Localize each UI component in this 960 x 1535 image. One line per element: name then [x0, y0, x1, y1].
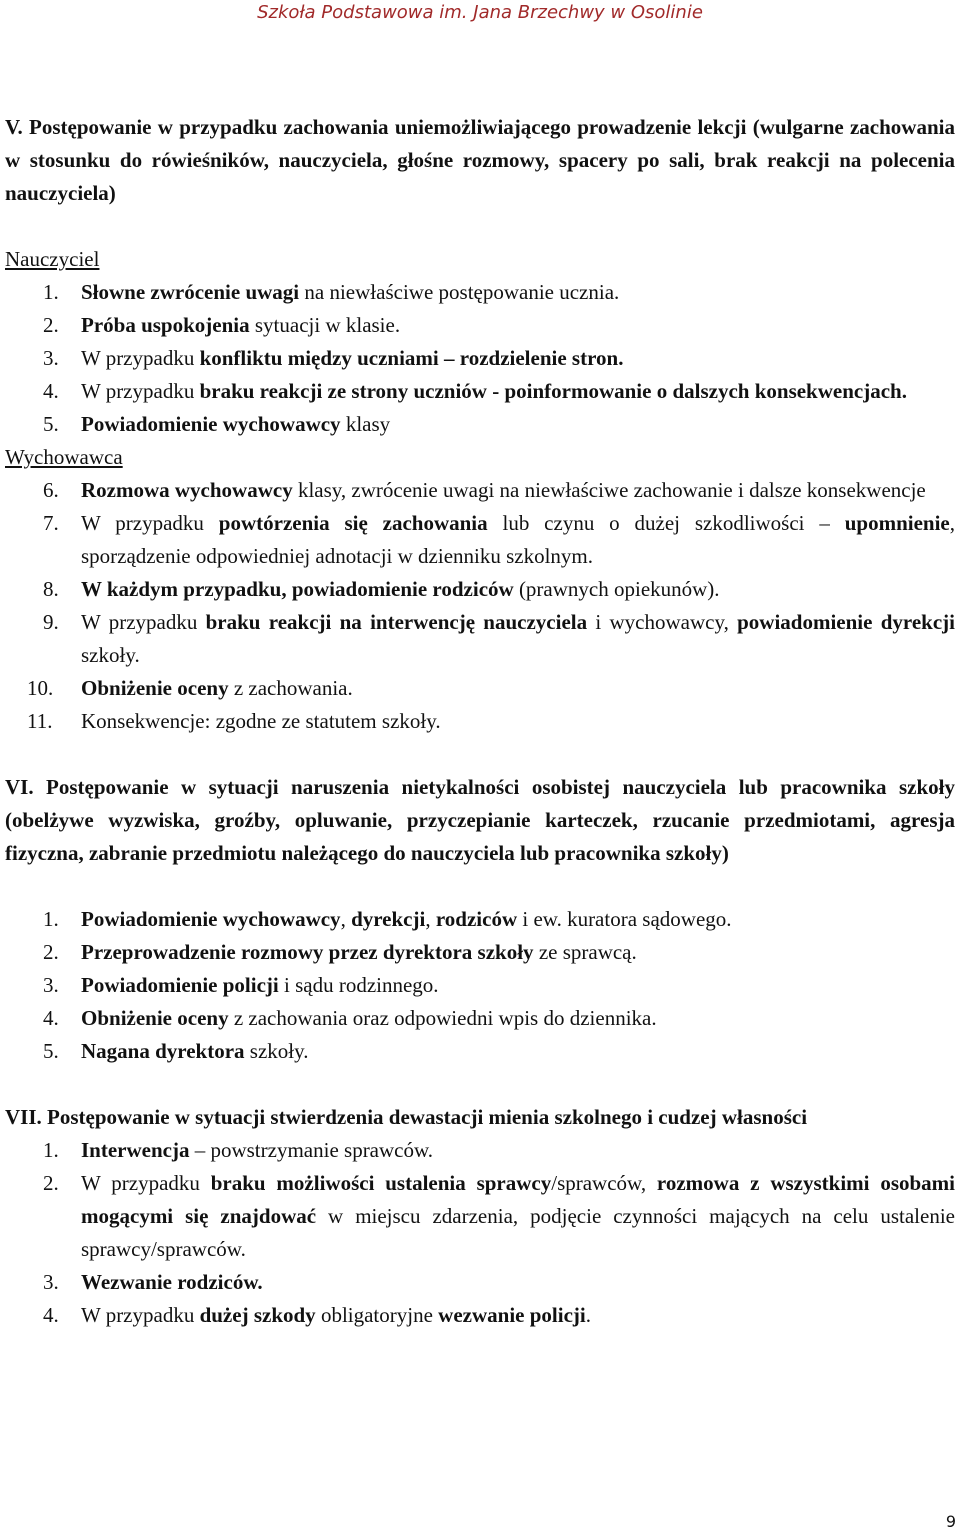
list-item: 9. W przypadku braku reakcji na interwencję nauczyciela i wychowawcy, powiadomienie dyrekcji szkoły. — [43, 610, 955, 667]
list-item: 2. W przypadku braku możliwości ustalenia sprawcy/sprawców, rozmowa z wszystkimi osobami mogącymi się znajdować w miejscu zdarzenia, podjęcie czynności mających na celu ustalenie sprawcy/sprawców. — [43, 1171, 955, 1261]
list-item: 4. W przypadku dużej szkody obligatoryjne wezwanie policji. — [43, 1303, 591, 1327]
section-vi-title: VI. Postępowanie w sytuacji naruszenia nietykalności osobistej nauczyciela lub pracownika szkoły (obelżywe wyzwiska, groźby, opluwanie, przyczepianie karteczek, rzucanie przedmiotami, agresja fizyczna, zabranie przedmiotu należącego do nauczyciela lub pracownika szkoły) — [5, 775, 955, 865]
school-name: Szkoła Podstawowa im. Jana Brzechwy w Osolinie — [257, 2, 703, 23]
list-item: 5. Nagana dyrektora szkoły. — [43, 1039, 309, 1063]
subheading-homeroom-teacher: Wychowawca — [5, 445, 123, 469]
list-item: 4. W przypadku braku reakcji ze strony uczniów - poinformowanie o dalszych konsekwencjach. — [43, 379, 907, 403]
list-item: 3. Powiadomienie policji i sądu rodzinnego. — [43, 973, 439, 997]
section-vii-title: VII. Postępowanie w sytuacji stwierdzenia dewastacji mienia szkolnego i cudzej własności — [5, 1105, 808, 1129]
list-item: 1. Słowne zwrócenie uwagi na niewłaściwe postępowanie ucznia. — [43, 280, 620, 304]
document-body — [5, 111, 955, 1332]
list-item: 1. Interwencja – powstrzymanie sprawców. — [43, 1138, 434, 1162]
section-vi-list — [5, 903, 955, 1068]
section-v-list-2 — [5, 474, 955, 738]
list-item: 3. W przypadku konfliktu między uczniami – rozdzielenie stron. — [43, 346, 624, 370]
subheading-teacher: Nauczyciel — [5, 247, 100, 271]
page-header — [0, 0, 960, 30]
page-number: 9 — [945, 1512, 956, 1531]
section-v-title: V. Postępowanie w przypadku zachowania uniemożliwiającego prowadzenie lekcji (wulgarne zachowania w stosunku do rówieśników, nauczyciela, głośne rozmowy, spacery po sali, brak reakcji na polecenia nauczyciela) — [5, 115, 955, 205]
list-item: 8. W każdym przypadku, powiadomienie rodziców (prawnych opiekunów). — [43, 577, 720, 601]
section-vii-list — [5, 1134, 955, 1332]
list-item: 10. Obniżenie oceny z zachowania. — [27, 676, 353, 700]
section-v-list — [5, 276, 955, 441]
list-item: 4. Obniżenie oceny z zachowania oraz odpowiedni wpis do dziennika. — [43, 1006, 657, 1030]
list-item: 11. Konsekwencje: zgodne ze statutem szkoły. — [27, 709, 441, 733]
list-item: 6. Rozmowa wychowawcy klasy, zwrócenie uwagi na niewłaściwe zachowanie i dalsze konsekwencje — [43, 478, 926, 502]
list-item: 5. Powiadomienie wychowawcy klasy — [43, 412, 391, 436]
list-item: 2. Przeprowadzenie rozmowy przez dyrektora szkoły ze sprawcą. — [43, 940, 637, 964]
list-item: 7. W przypadku powtórzenia się zachowania lub czynu o dużej szkodliwości – upomnienie, sporządzenie odpowiedniej adnotacji w dzienniku szkolnym. — [43, 511, 955, 568]
list-item: 2. Próba uspokojenia sytuacji w klasie. — [43, 313, 401, 337]
list-item: 1. Powiadomienie wychowawcy, dyrekcji, rodziców i ew. kuratora sądowego. — [43, 907, 732, 931]
list-item: 3. Wezwanie rodziców. — [43, 1270, 263, 1294]
